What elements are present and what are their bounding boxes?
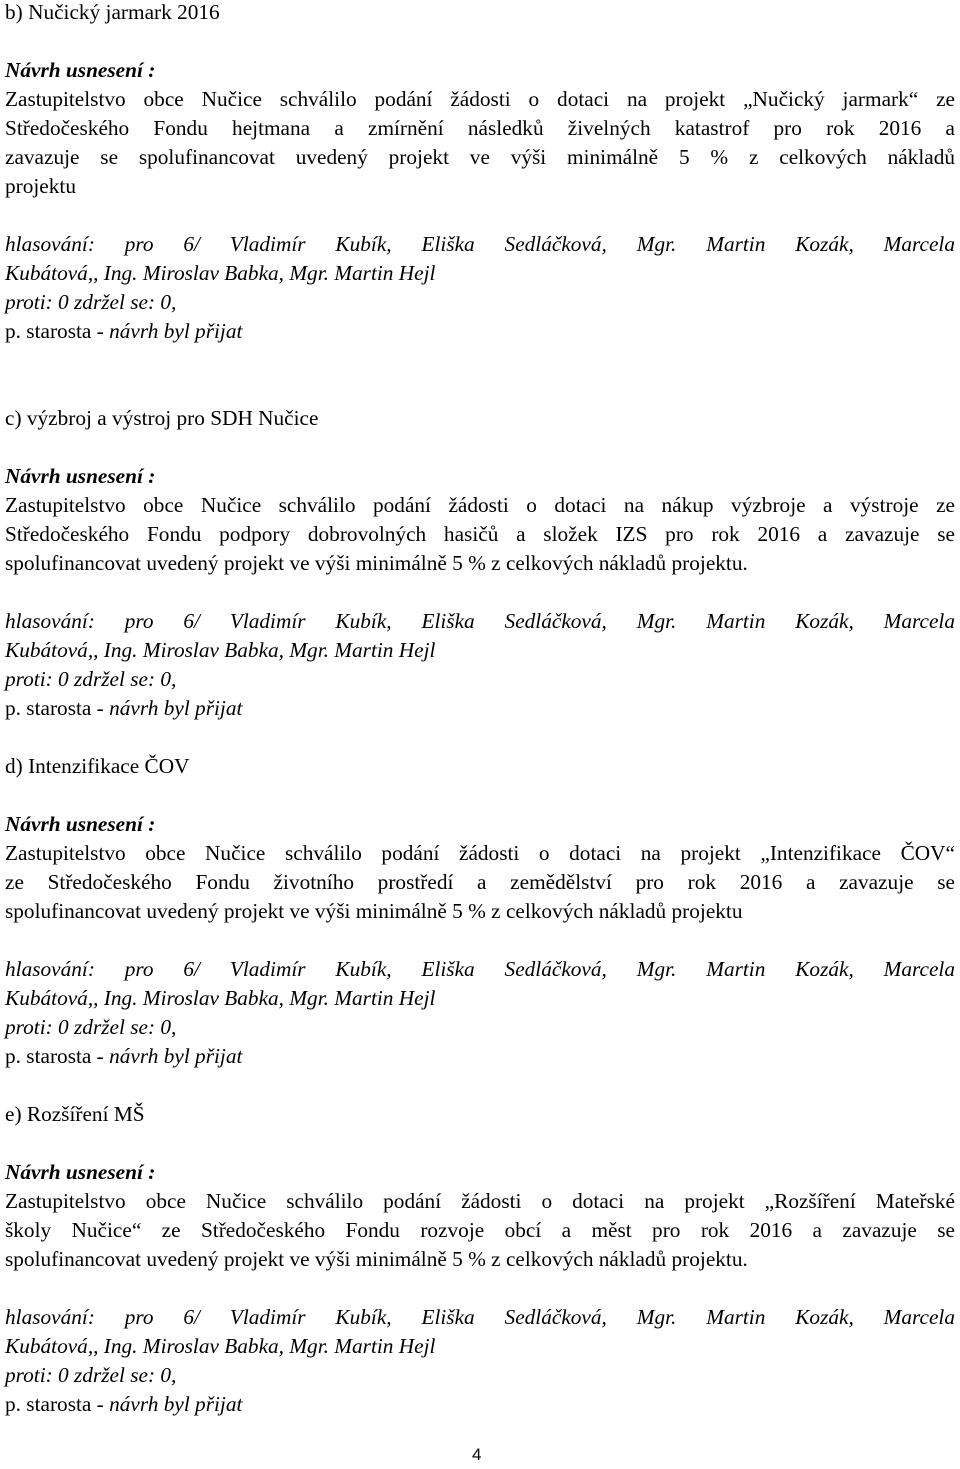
vote-against-line: proti: 0 zdržel se: 0, bbox=[5, 667, 177, 691]
vote-against-line: proti: 0 zdržel se: 0, bbox=[5, 290, 177, 314]
result-text: návrh byl přijat bbox=[109, 696, 243, 720]
section-title: b) Nučický jarmark 2016 bbox=[5, 0, 220, 24]
section-title: e) Rozšíření MŠ bbox=[5, 1102, 145, 1126]
resolution-text-line: zavazuje se spolufinancovat uvedený projekt ve výši minimálně 5 % z celkových nákladů bbox=[5, 145, 955, 169]
vote-result-line bbox=[5, 1390, 242, 1419]
result-prefix: p. starosta - bbox=[5, 319, 110, 343]
vote-line: hlasování: pro 6/ Vladimír Kubík, Eliška Sedláčková, Mgr. Martin Kozák, Marcela bbox=[5, 1305, 955, 1329]
resolution-heading: Návrh usnesení : bbox=[5, 58, 156, 82]
resolution-heading: Návrh usnesení : bbox=[5, 812, 156, 836]
resolution-text-line: Zastupitelstvo obce Nučice schválilo podání žádosti o dotaci na projekt „Intenzifikace ČOV“ bbox=[5, 841, 955, 865]
vote-line: hlasování: pro 6/ Vladimír Kubík, Eliška Sedláčková, Mgr. Martin Kozák, Marcela bbox=[5, 232, 955, 256]
resolution-text-line: Středočeského Fondu hejtmana a zmírnění následků živelných katastrof pro rok 2016 a bbox=[5, 116, 955, 140]
resolution-heading: Návrh usnesení : bbox=[5, 1160, 156, 1184]
resolution-text-line: spolufinancovat uvedený projekt ve výši minimálně 5 % z celkových nákladů projektu bbox=[5, 899, 743, 923]
vote-line: hlasování: pro 6/ Vladimír Kubík, Eliška Sedláčková, Mgr. Martin Kozák, Marcela bbox=[5, 957, 955, 981]
resolution-text-line: projektu bbox=[5, 174, 76, 198]
section-title: d) Intenzifikace ČOV bbox=[5, 754, 190, 778]
result-text: návrh byl přijat bbox=[109, 1392, 243, 1416]
resolution-heading: Návrh usnesení : bbox=[5, 464, 156, 488]
resolution-text-line: školy Nučice“ ze Středočeského Fondu rozvoje obcí a měst pro rok 2016 a zavazuje se bbox=[5, 1218, 955, 1242]
vote-names-line: Kubátová,, Ing. Miroslav Babka, Mgr. Martin Hejl bbox=[5, 1334, 436, 1358]
vote-names-line: Kubátová,, Ing. Miroslav Babka, Mgr. Martin Hejl bbox=[5, 638, 436, 662]
section-title: c) výzbroj a výstroj pro SDH Nučice bbox=[5, 406, 319, 430]
resolution-text-line: Zastupitelstvo obce Nučice schválilo podání žádosti o dotaci na projekt „Nučický jarmark“ ze bbox=[5, 87, 955, 111]
vote-against-line: proti: 0 zdržel se: 0, bbox=[5, 1015, 177, 1039]
resolution-text-line: Středočeského Fondu podpory dobrovolných hasičů a složek IZS pro rok 2016 a zavazuje se bbox=[5, 522, 955, 546]
resolution-text-line: Zastupitelstvo obce Nučice schválilo podání žádosti o dotaci na nákup výzbroje a výstroje ze bbox=[5, 493, 955, 517]
resolution-text-line: spolufinancovat uvedený projekt ve výši minimálně 5 % z celkových nákladů projektu. bbox=[5, 1247, 748, 1271]
vote-against-line: proti: 0 zdržel se: 0, bbox=[5, 1363, 177, 1387]
vote-line: hlasování: pro 6/ Vladimír Kubík, Eliška Sedláčková, Mgr. Martin Kozák, Marcela bbox=[5, 609, 955, 633]
vote-result-line bbox=[5, 317, 242, 346]
resolution-text-line: ze Středočeského Fondu životního prostředí a zemědělství pro rok 2016 a zavazuje se bbox=[5, 870, 955, 894]
vote-names-line: Kubátová,, Ing. Miroslav Babka, Mgr. Martin Hejl bbox=[5, 261, 436, 285]
result-prefix: p. starosta - bbox=[5, 696, 110, 720]
result-prefix: p. starosta - bbox=[5, 1044, 110, 1068]
vote-result-line bbox=[5, 694, 242, 723]
resolution-text-line: spolufinancovat uvedený projekt ve výši minimálně 5 % z celkových nákladů projektu. bbox=[5, 551, 748, 575]
result-text: návrh byl přijat bbox=[109, 1044, 243, 1068]
resolution-text-line: Zastupitelstvo obce Nučice schválilo podání žádosti o dotaci na projekt „Rozšíření Mateřské bbox=[5, 1189, 955, 1213]
vote-names-line: Kubátová,, Ing. Miroslav Babka, Mgr. Martin Hejl bbox=[5, 986, 436, 1010]
result-text: návrh byl přijat bbox=[109, 319, 243, 343]
vote-result-line bbox=[5, 1042, 242, 1071]
page-number: 4 bbox=[472, 1445, 482, 1464]
result-prefix: p. starosta - bbox=[5, 1392, 110, 1416]
